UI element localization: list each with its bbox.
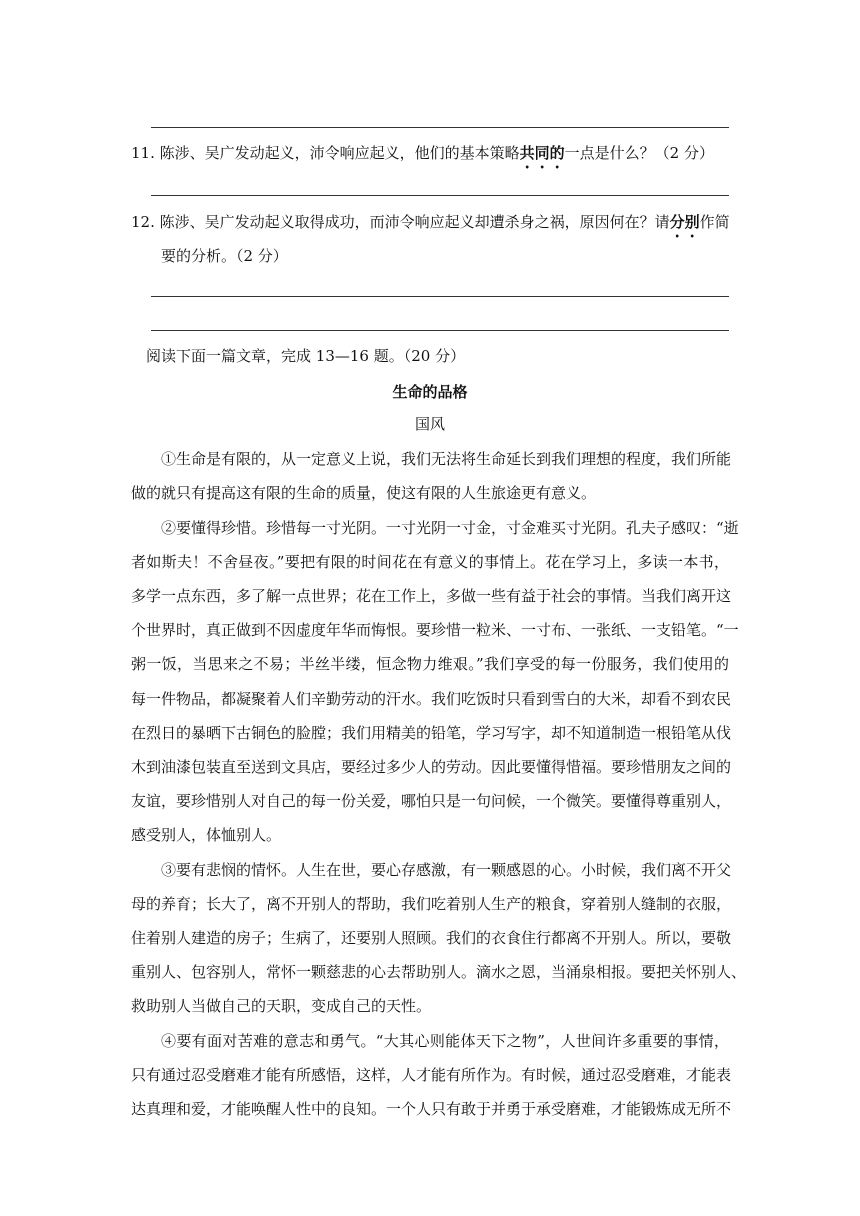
answer-line[interactable]: [151, 127, 729, 128]
emphasis-text: 分别: [669, 213, 700, 231]
paragraph-line: ④要有面对苦难的意志和勇气。“大其心则能体天下之物”，人世间许多重要的事情，: [161, 1032, 729, 1050]
article-title: 生命的品格: [392, 383, 468, 401]
reading-instruction: 阅读下面一篇文章，完成 13—16 题。（20 分）: [146, 347, 466, 365]
paragraph-line: 者如斯夫！不舍昼夜。”要把有限的时间花在有意义的事情上。花在学习上，多读一本书，: [131, 553, 729, 571]
question-12-continued: 要的分析。（2 分）: [161, 247, 288, 265]
question-number: 12.: [131, 213, 155, 231]
paragraph-line: ③要有悲悯的情怀。人生在世，要心存感激，有一颗感恩的心。小时候，我们离不开父: [161, 861, 732, 879]
paragraph-line: 救助别人当做自己的天职，变成自己的天性。: [131, 997, 432, 1015]
question-text: 作简: [699, 213, 730, 231]
emphasis-text: 共同的: [519, 144, 565, 162]
paragraph-line: 每一件物品，都凝聚着人们辛勤劳动的汗水。我们吃饭时只看到雪白的大米，却看不到农民: [131, 690, 732, 708]
paragraph-line: 重别人、包容别人，常怀一颗慈悲的心去帮助别人。滴水之恩，当涌泉相报。要把关怀别人、: [131, 963, 747, 981]
paragraph-line: ①生命是有限的，从一定意义上说，我们无法将生命延长到我们理想的程度，我们所能: [161, 450, 732, 468]
answer-line[interactable]: [151, 195, 729, 196]
paragraph-line: 住着别人建造的房子；生病了，还要别人照顾。我们的衣食住行都离不开别人。所以，要敬: [131, 929, 732, 947]
paragraph-line: 感受别人，体恤别人。: [131, 826, 282, 844]
paragraph-line: 做的就只有提高这有限的生命的质量，使这有限的人生旅途更有意义。: [131, 484, 597, 502]
answer-line[interactable]: [151, 330, 729, 331]
question-text: 一点是什么？（2 分）: [564, 144, 714, 162]
paragraph-line: 木到油漆包装直至送到文具店，要经过多少人的劳动。因此要懂得惜福。要珍惜朋友之间的: [131, 758, 732, 776]
paragraph-line: 在烈日的暴晒下古铜色的脸膛；我们用精美的铅笔，学习写字，却不知道制造一根铅笔从伐: [131, 724, 732, 742]
paragraph-line: 母的养育；长大了，离不开别人的帮助，我们吃着别人生产的粮食，穿着别人缝制的衣服，: [131, 895, 732, 913]
paragraph-line: 个世界时，真正做到不因虚度年华而悔恨。要珍惜一粒米、一寸布、一张纸、一支铅笔。“一: [131, 621, 739, 639]
paragraph-line: 多学一点东西，多了解一点世界；花在工作上，多做一些有益于社会的事情。当我们离开这: [131, 587, 732, 605]
question-text: 陈涉、吴广发动起义，沛令响应起义，他们的基本策略: [159, 144, 520, 162]
answer-line[interactable]: [151, 296, 729, 297]
paragraph-line: ②要懂得珍惜。珍惜每一寸光阴。一寸光阴一寸金，寸金难买寸光阴。孔夫子感叹：“逝: [161, 519, 739, 537]
question-12: [131, 212, 730, 241]
paragraph-line: 粥一饭，当思来之不易；半丝半缕，恒念物力维艰。”我们享受的每一份服务，我们使用的: [131, 655, 729, 673]
paragraph-line: 友谊，要珍惜别人对自己的每一份关爱，哪怕只是一句问候，一个微笑。要懂得尊重别人，: [131, 792, 732, 810]
article-author: 国风: [414, 415, 445, 433]
question-text: 陈涉、吴广发动起义取得成功，而沛令响应起义却遭杀身之祸，原因何在？请: [159, 213, 670, 231]
question-number: 11.: [131, 144, 155, 162]
paragraph-line: 只有通过忍受磨难才能有所感悟，这样，人才能有所作为。有时候，通过忍受磨难，才能表: [131, 1066, 732, 1084]
paragraph-line: 达真理和爱，才能唤醒人性中的良知。一个人只有敢于并勇于承受磨难，才能锻炼成无所不: [131, 1100, 732, 1118]
question-11: [131, 143, 714, 172]
